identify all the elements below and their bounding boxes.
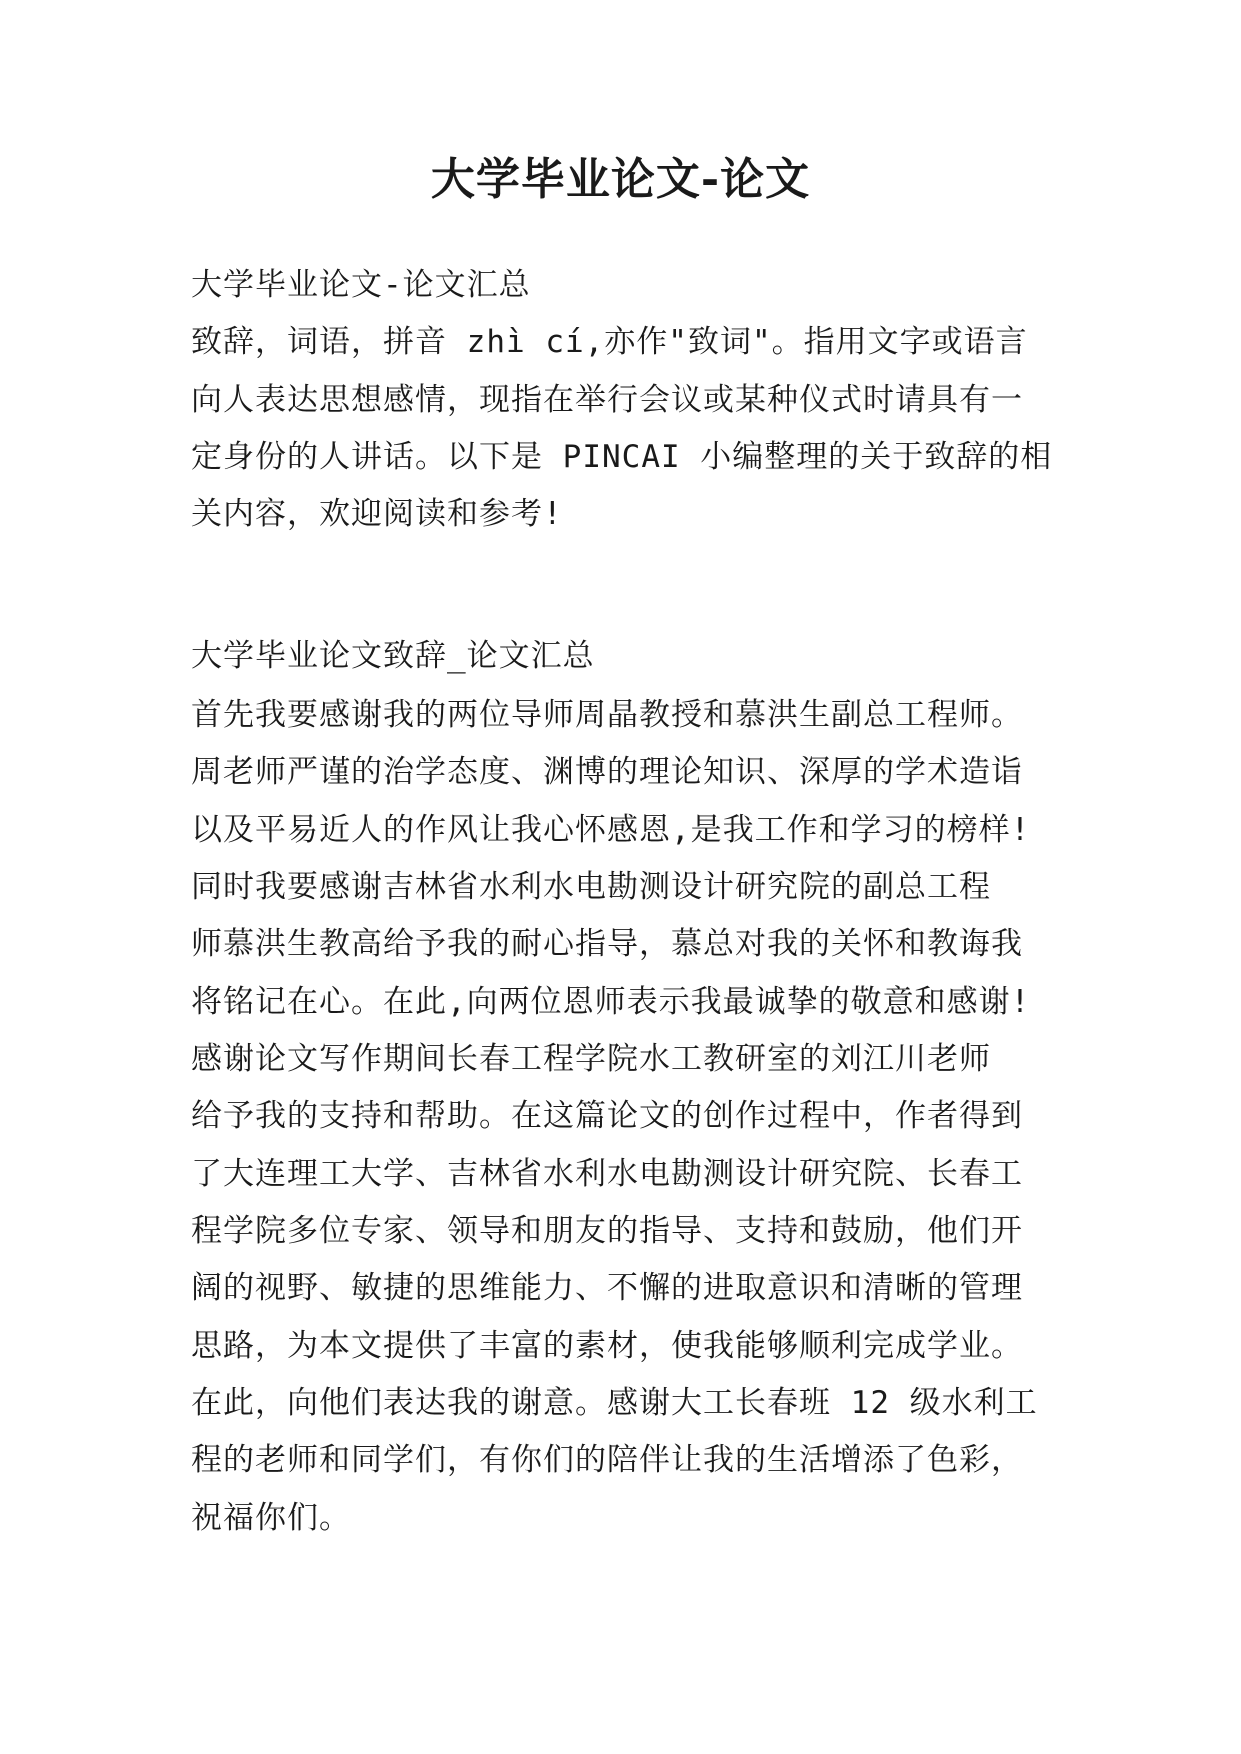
paragraph-line: 师慕洪生教高给予我的耐心指导，慕总对我的关怀和教诲我 xyxy=(191,926,1023,962)
paragraph-line: 祝福你们。 xyxy=(191,1500,351,1536)
paragraph-line: 程的老师和同学们，有你们的陪伴让我的生活增添了色彩， xyxy=(191,1442,1023,1478)
paragraph-line: 将铭记在心。在此,向两位恩师表示我最诚挚的敬意和感谢! xyxy=(191,984,1031,1020)
paragraph-line: 感谢论文写作期间长春工程学院水工教研室的刘江川老师 xyxy=(191,1041,991,1077)
document-title: 大学毕业论文-论文 xyxy=(430,154,811,205)
section-heading: 大学毕业论文-论文汇总 xyxy=(191,267,531,303)
paragraph-line: 关内容，欢迎阅读和参考! xyxy=(191,496,563,532)
paragraph-line: 周老师严谨的治学态度、渊博的理论知识、深厚的学术造诣 xyxy=(191,754,1023,790)
paragraph-line: 思路，为本文提供了丰富的素材，使我能够顺利完成学业。 xyxy=(191,1328,1023,1364)
paragraph-line: 给予我的支持和帮助。在这篇论文的创作过程中，作者得到 xyxy=(191,1098,1023,1134)
paragraph-line: 在此，向他们表达我的谢意。感谢大工长春班 12 级水利工 xyxy=(191,1385,1038,1421)
paragraph-line: 向人表达思想感情，现指在举行会议或某种仪式时请具有一 xyxy=(191,382,1023,418)
section-heading: 大学毕业论文致辞_论文汇总 xyxy=(191,638,595,674)
paragraph-line: 阔的视野、敏捷的思维能力、不懈的进取意识和清晰的管理 xyxy=(191,1270,1023,1306)
paragraph-line: 同时我要感谢吉林省水利水电勘测设计研究院的副总工程 xyxy=(191,869,991,905)
paragraph-line: 了大连理工大学、吉林省水利水电勘测设计研究院、长春工 xyxy=(191,1156,1023,1192)
paragraph-line: 致辞，词语，拼音 zhì cí,亦作"致词"。指用文字或语言 xyxy=(191,324,1028,360)
paragraph-line: 以及平易近人的作风让我心怀感恩,是我工作和学习的榜样! xyxy=(191,812,1031,848)
paragraph-line: 定身份的人讲话。以下是 PINCAI 小编整理的关于致辞的相 xyxy=(191,439,1053,475)
paragraph-line: 程学院多位专家、领导和朋友的指导、支持和鼓励，他们开 xyxy=(191,1213,1023,1249)
paragraph-line: 首先我要感谢我的两位导师周晶教授和慕洪生副总工程师。 xyxy=(191,697,1023,733)
